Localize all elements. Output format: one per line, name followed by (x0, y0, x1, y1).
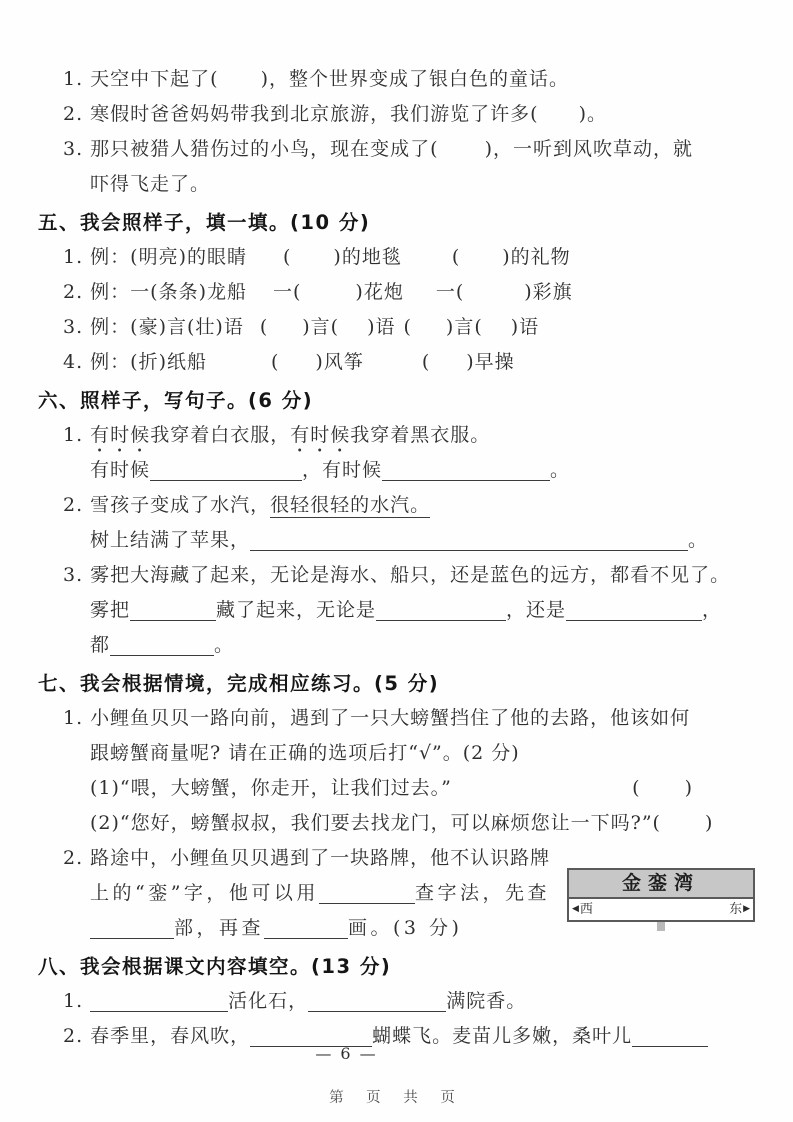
text-segment: ) (704, 812, 714, 834)
gap (404, 297, 436, 298)
gap (641, 793, 685, 794)
gap (301, 297, 355, 298)
option-text (90, 806, 653, 841)
text-segment: )彩旗 (524, 281, 573, 303)
text-segment: 1. 例：(明亮)的眼睛 (63, 246, 247, 268)
section-6-title: 六、照样子，写句子。(6 分) (38, 389, 314, 412)
text-segment: 跟螃蟹商量呢? 请在正确的选项后打“√”。(2 分) (90, 742, 520, 764)
question-line (63, 132, 755, 167)
fill-in-line (90, 453, 755, 488)
gap (364, 367, 422, 368)
fill-blank (150, 458, 302, 481)
direction-east (729, 899, 750, 920)
fill-blank (376, 598, 506, 621)
fill-blank (319, 881, 415, 904)
gap (339, 332, 367, 333)
road-sign-pole (657, 922, 665, 931)
text-segment: 1. 小鲤鱼贝贝一路向前，遇到了一只大螃蟹挡住了他的去路，他该如何 (63, 707, 691, 729)
text-segment: ( (403, 316, 412, 338)
text-segment: 满院香。 (446, 990, 527, 1012)
text-segment: 。 (688, 529, 709, 551)
text-segment: 2. 雪孩子变成了水汽， (63, 494, 271, 516)
gap (291, 262, 333, 263)
gap (412, 332, 446, 333)
gap (430, 367, 466, 368)
fill-in-line (90, 628, 755, 663)
text-segment: 部，再查 (174, 917, 265, 939)
west-arrow-icon: ◀ (572, 904, 579, 914)
option-line (90, 771, 755, 806)
question-line (63, 701, 755, 736)
gap (464, 297, 524, 298)
fill-blank (130, 598, 216, 621)
answer-parens (653, 806, 714, 841)
text-segment: (2)“您好，螃蟹叔叔，我们要去找龙门，可以麻烦您让一下吗?” (90, 812, 653, 834)
gap (247, 297, 273, 298)
question-line-wrap (90, 167, 755, 202)
text-segment: 1. 天空中下起了( (63, 68, 219, 90)
text-segment: ) (684, 777, 693, 799)
text-segment: 一( (273, 281, 302, 303)
gap (396, 332, 404, 333)
text-segment: 树上结满了苹果， (90, 529, 251, 551)
text-segment: 藏了起来，无论是 (216, 599, 377, 621)
gap (268, 332, 302, 333)
text-segment: 4. 例：(折)纸船 (63, 351, 207, 373)
gap (483, 332, 511, 333)
section-5-title: 五、我会照样子，填一填。(10 分) (38, 211, 371, 234)
question-line-wrap (90, 736, 755, 771)
fill-blank (110, 633, 214, 656)
fill-in-line (90, 593, 755, 628)
fill-blank (382, 458, 550, 481)
text-segment: ( (283, 246, 292, 268)
text-segment: )言( (445, 316, 483, 338)
text-segment: 上的“銮”字，他可以用 (90, 882, 319, 904)
text-segment: 雾把 (90, 599, 131, 621)
text-segment: ( (271, 351, 280, 373)
emphasized-text: 有时候 (290, 424, 351, 446)
question-line (63, 488, 755, 523)
text-segment: )。 (578, 103, 608, 125)
direction-west (572, 899, 593, 920)
road-sign-box (567, 868, 755, 922)
text-segment: ( (632, 777, 641, 799)
text-segment: 1. (63, 990, 91, 1012)
fill-blank (90, 916, 174, 939)
road-sign (567, 868, 755, 931)
text-segment: 2. 路途中，小鲤鱼贝贝遇到了一块路牌，他不认识路牌 (63, 847, 551, 869)
gap (539, 119, 579, 120)
question-line (63, 97, 755, 132)
text-segment: ( (421, 351, 431, 373)
question-line (63, 558, 755, 593)
text-segment: 1. (63, 424, 91, 446)
text-segment: 一( (435, 281, 465, 303)
fill-blank (250, 528, 688, 551)
gap (460, 262, 502, 263)
text-segment: ， (702, 599, 723, 621)
road-sign-title: 金銮湾 (569, 870, 753, 899)
gap (244, 332, 260, 333)
text-segment: ，还是 (506, 599, 567, 621)
text-segment: ( (451, 246, 461, 268)
text-segment: 画。(3 分) (348, 917, 463, 939)
section-7-title: 七、我会根据情境，完成相应练习。(5 分) (38, 672, 440, 695)
text-segment: 2. 春季里，春风吹， (63, 1025, 251, 1047)
question-line (63, 345, 755, 380)
underlined-text: 很轻很轻的水汽。 (270, 494, 431, 516)
footer-page-label: 第 页 共 页 (329, 1090, 464, 1106)
fill-blank (90, 989, 228, 1012)
text-segment: ( (652, 812, 661, 834)
direction-west-label: 西 (579, 902, 593, 917)
text-segment: )言( (302, 316, 340, 338)
fill-blank (308, 989, 446, 1012)
text-segment: 3. 雾把大海藏了起来，无论是海水、船只，还是蓝色的远方，都看不见了。 (63, 564, 731, 586)
text-segment: 。 (550, 459, 571, 481)
fill-in-line (63, 984, 755, 1019)
gap (279, 367, 315, 368)
text-segment: 3. 例：(豪)言(壮)语 (63, 316, 244, 338)
text-segment: (1)“喂，大螃蟹，你走开，让我们过去。” (90, 777, 452, 799)
text-segment: )的地毯 (333, 246, 402, 268)
text-segment: )，一听到风吹草动，就 (484, 138, 694, 160)
text-segment: )早操 (466, 351, 515, 373)
road-sign-directions (569, 899, 753, 920)
option-line (90, 806, 755, 841)
text-segment: )风筝 (315, 351, 364, 373)
text-segment: )语 (510, 316, 540, 338)
text-segment: 3. 那只被猎人猎伤过的小鸟，现在变成了( (63, 138, 439, 160)
text-segment: ，有时候 (302, 459, 383, 481)
east-arrow-icon: ▶ (743, 904, 750, 914)
gap (219, 84, 261, 85)
text-segment: 2. 寒假时爸爸妈妈带我到北京旅游，我们游览了许多( (63, 103, 539, 125)
gap (661, 828, 705, 829)
text-segment: 吓得飞走了。 (90, 173, 211, 195)
text-segment: )语 (367, 316, 396, 338)
emphasized-text: 有时候 (90, 424, 151, 446)
text-segment: 都 (90, 634, 111, 656)
text-segment: 我穿着白衣服， (150, 424, 291, 446)
option-text (90, 771, 452, 806)
question-line (63, 240, 755, 275)
fill-blank (264, 916, 348, 939)
section-8-title: 八、我会根据课文内容填空。(13 分) (38, 955, 392, 978)
gap (439, 154, 485, 155)
text-segment: )的礼物 (502, 246, 571, 268)
gap (247, 262, 283, 263)
text-segment: 。 (214, 634, 235, 656)
question-line (63, 310, 755, 345)
fill-in-line (90, 523, 755, 558)
fill-blank (566, 598, 702, 621)
gap (207, 367, 271, 368)
text-segment: )，整个世界变成了银白色的童话。 (260, 68, 570, 90)
text-segment: 蝴蝶飞。麦苗儿多嫩，桑叶儿 (372, 1025, 633, 1047)
text-segment: ( (259, 316, 269, 338)
question-line (63, 275, 755, 310)
page-number: — 6 — (315, 1044, 378, 1063)
gap (402, 262, 452, 263)
text-segment: 查字法，先查 (414, 882, 550, 904)
text-segment: 活化石， (228, 990, 309, 1012)
answer-parens (632, 771, 693, 806)
text-segment: 有时候 (90, 459, 151, 481)
text-segment: 我穿着黑衣服。 (350, 424, 491, 446)
text-segment: 2. 例：一(条条)龙船 (63, 281, 247, 303)
question-line (63, 418, 755, 453)
question-line (63, 62, 755, 97)
text-segment: )花炮 (355, 281, 404, 303)
direction-east-label: 东 (729, 902, 743, 917)
